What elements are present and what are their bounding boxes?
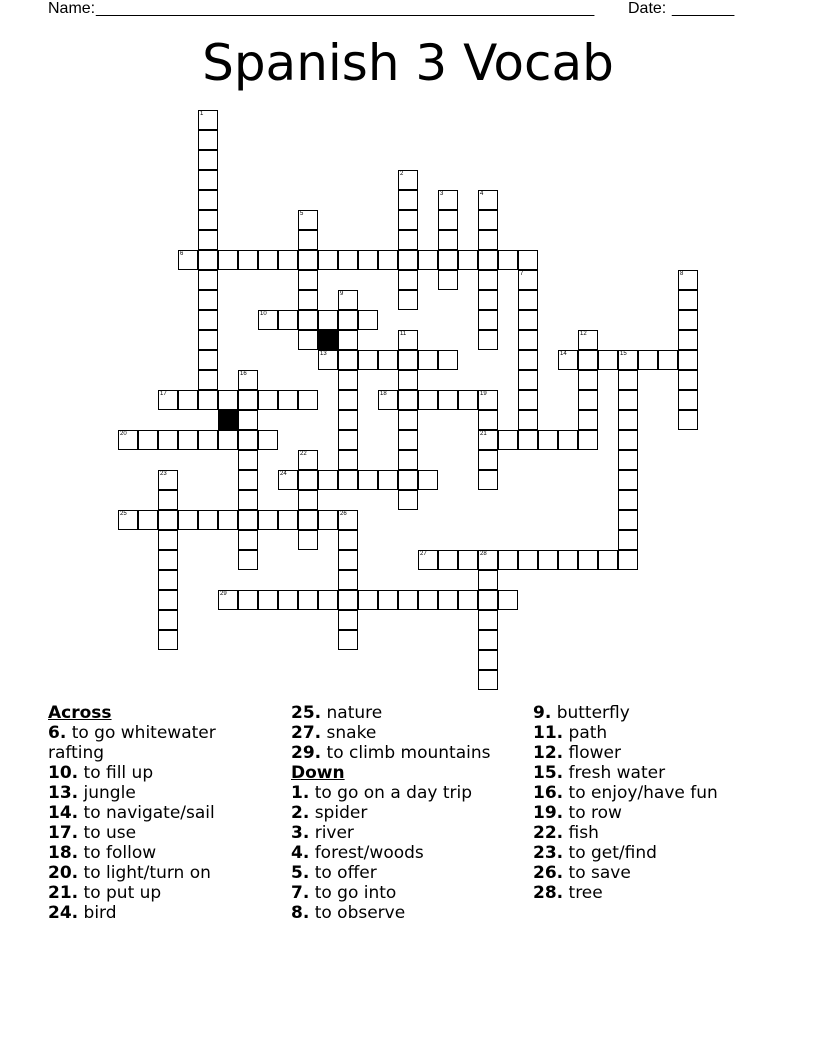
grid-cell[interactable]: [338, 570, 358, 590]
grid-cell[interactable]: [158, 490, 178, 510]
clue-item: 8. to observe: [291, 903, 406, 923]
clue-number: 17: [160, 391, 167, 397]
grid-cell[interactable]: [618, 530, 638, 550]
grid-cell[interactable]: [198, 510, 218, 530]
grid-cell[interactable]: [158, 610, 178, 630]
grid-cell[interactable]: [398, 370, 418, 390]
clue-number: 28: [480, 551, 487, 557]
grid-cell[interactable]: [658, 350, 678, 370]
grid-cell[interactable]: [138, 510, 158, 530]
grid-cell[interactable]: [478, 230, 498, 250]
grid-cell[interactable]: [358, 250, 378, 270]
grid-cell[interactable]: [538, 550, 558, 570]
grid-cell[interactable]: [518, 550, 538, 570]
clue-item: 28. tree: [533, 883, 603, 903]
black-cell: [318, 330, 338, 350]
grid-cell[interactable]: [438, 590, 458, 610]
clue-item: 12. flower: [533, 743, 621, 763]
clue-number: 15: [620, 351, 627, 357]
grid-cell[interactable]: [158, 430, 178, 450]
grid-cell[interactable]: [238, 550, 258, 570]
grid-cell[interactable]: [198, 230, 218, 250]
grid-cell[interactable]: [258, 390, 278, 410]
grid-cell[interactable]: [138, 430, 158, 450]
grid-cell[interactable]: [558, 430, 578, 450]
grid-cell[interactable]: [298, 510, 318, 530]
grid-cell[interactable]: [618, 490, 638, 510]
clue-number: 13: [320, 351, 327, 357]
grid-cell[interactable]: [618, 550, 638, 570]
grid-cell[interactable]: [478, 250, 498, 270]
grid-cell[interactable]: [678, 370, 698, 390]
grid-cell[interactable]: [458, 550, 478, 570]
grid-cell[interactable]: [618, 430, 638, 450]
grid-cell[interactable]: [338, 390, 358, 410]
grid-cell[interactable]: [298, 470, 318, 490]
grid-cell[interactable]: [158, 590, 178, 610]
clue-item: 19. to row: [533, 803, 622, 823]
clue-item: 1. to go on a day trip: [291, 783, 473, 803]
grid-cell[interactable]: [398, 390, 418, 410]
grid-cell[interactable]: [298, 310, 318, 330]
grid-cell[interactable]: [478, 610, 498, 630]
grid-cell[interactable]: [498, 250, 518, 270]
grid-cell[interactable]: [418, 390, 438, 410]
clue-item: 13. jungle: [48, 783, 136, 803]
grid-cell[interactable]: [338, 350, 358, 370]
clue-number: 20.: [48, 863, 79, 883]
grid-cell[interactable]: [198, 130, 218, 150]
clue-number: 26.: [533, 863, 564, 883]
grid-cell[interactable]: [238, 470, 258, 490]
grid-cell[interactable]: [298, 530, 318, 550]
clue-number: 6: [180, 251, 184, 257]
clue-number: 1.: [291, 783, 310, 803]
clue-number: 6.: [48, 723, 67, 743]
across-heading: Across: [48, 703, 112, 723]
clue-number: 18.: [48, 843, 79, 863]
clue-item: 6. to go whitewater rafting: [48, 723, 216, 763]
grid-cell[interactable]: [278, 250, 298, 270]
grid-cell[interactable]: [298, 330, 318, 350]
grid-cell[interactable]: [458, 250, 478, 270]
grid-cell[interactable]: [398, 210, 418, 230]
grid-cell[interactable]: [298, 390, 318, 410]
grid-cell[interactable]: [598, 350, 618, 370]
grid-cell[interactable]: [218, 430, 238, 450]
clue-column-2: [291, 703, 521, 923]
clue-item: 26. to save: [533, 863, 631, 883]
grid-cell[interactable]: [478, 590, 498, 610]
grid-cell[interactable]: [238, 490, 258, 510]
clue-number: 11: [400, 331, 407, 337]
grid-cell[interactable]: [578, 370, 598, 390]
grid-cell[interactable]: [338, 530, 358, 550]
grid-cell[interactable]: [678, 410, 698, 430]
clue-item: 27. snake: [291, 723, 377, 743]
grid-cell[interactable]: [338, 330, 358, 350]
grid-cell[interactable]: [478, 670, 498, 690]
clue-number: 22: [300, 451, 307, 457]
grid-cell[interactable]: [398, 190, 418, 210]
grid-cell[interactable]: [558, 550, 578, 570]
grid-cell[interactable]: [398, 590, 418, 610]
grid-cell[interactable]: [478, 290, 498, 310]
grid-cell[interactable]: [198, 190, 218, 210]
grid-cell[interactable]: [278, 590, 298, 610]
grid-cell[interactable]: [518, 350, 538, 370]
down-heading: Down: [291, 763, 345, 783]
grid-cell[interactable]: [518, 370, 538, 390]
grid-cell[interactable]: [278, 390, 298, 410]
clue-number: 22.: [533, 823, 564, 843]
grid-cell[interactable]: [578, 350, 598, 370]
grid-cell[interactable]: [618, 450, 638, 470]
clue-number: 2.: [291, 803, 310, 823]
grid-cell[interactable]: [578, 410, 598, 430]
grid-cell[interactable]: [378, 350, 398, 370]
clue-item: 17. to use: [48, 823, 137, 843]
grid-cell[interactable]: [418, 590, 438, 610]
grid-cell[interactable]: [518, 330, 538, 350]
grid-cell[interactable]: [318, 250, 338, 270]
grid-cell[interactable]: [158, 530, 178, 550]
grid-cell[interactable]: [358, 470, 378, 490]
grid-cell[interactable]: [198, 390, 218, 410]
grid-cell[interactable]: [458, 590, 478, 610]
grid-cell[interactable]: [678, 290, 698, 310]
grid-cell[interactable]: [498, 430, 518, 450]
grid-cell[interactable]: [618, 390, 638, 410]
clue-item: 23. to get/find: [533, 843, 657, 863]
grid-cell[interactable]: [398, 410, 418, 430]
grid-cell[interactable]: [338, 450, 358, 470]
clue-number: 14.: [48, 803, 79, 823]
grid-cell[interactable]: [578, 550, 598, 570]
grid-cell[interactable]: [678, 350, 698, 370]
clue-number: 27.: [291, 723, 322, 743]
clue-number: 8.: [291, 903, 310, 923]
grid-cell[interactable]: [438, 270, 458, 290]
grid-cell[interactable]: [178, 430, 198, 450]
grid-cell[interactable]: [418, 250, 438, 270]
grid-cell[interactable]: [238, 250, 258, 270]
clue-item: 29. to climb mountains: [291, 743, 491, 763]
grid-cell[interactable]: [438, 350, 458, 370]
grid-cell[interactable]: [178, 390, 198, 410]
grid-cell[interactable]: [298, 230, 318, 250]
grid-cell[interactable]: [518, 410, 538, 430]
grid-cell[interactable]: [338, 630, 358, 650]
clue-number: 3.: [291, 823, 310, 843]
clue-number: 2: [400, 171, 404, 177]
name-label: Name:: [48, 0, 96, 17]
clue-number: 15.: [533, 763, 564, 783]
clue-number: 16: [240, 371, 247, 377]
grid-cell[interactable]: [518, 290, 538, 310]
date-label: Date:: [628, 0, 667, 17]
grid-cell[interactable]: [438, 230, 458, 250]
grid-cell[interactable]: [338, 550, 358, 570]
grid-cell[interactable]: [398, 350, 418, 370]
grid-cell[interactable]: [418, 470, 438, 490]
grid-cell[interactable]: [198, 430, 218, 450]
name-line[interactable]: ________________________________________________________: [96, 0, 595, 17]
clue-item: 9. butterfly: [533, 703, 630, 723]
grid-cell[interactable]: [418, 350, 438, 370]
grid-cell[interactable]: [618, 410, 638, 430]
clue-item: 4. forest/woods: [291, 843, 424, 863]
grid-cell[interactable]: [478, 630, 498, 650]
clue-number: 5.: [291, 863, 310, 883]
grid-cell[interactable]: [278, 310, 298, 330]
grid-cell[interactable]: [478, 570, 498, 590]
grid-cell[interactable]: [478, 410, 498, 430]
grid-cell[interactable]: [478, 330, 498, 350]
grid-cell[interactable]: [318, 590, 338, 610]
grid-cell[interactable]: [378, 590, 398, 610]
grid-cell[interactable]: [518, 250, 538, 270]
clue-number: 29: [220, 591, 227, 597]
grid-cell[interactable]: [258, 250, 278, 270]
clue-number: 9: [340, 291, 344, 297]
grid-cell[interactable]: [498, 590, 518, 610]
clue-number: 20: [120, 431, 127, 437]
clue-column-3: [533, 703, 773, 903]
grid-cell[interactable]: [618, 470, 638, 490]
grid-cell[interactable]: [638, 350, 658, 370]
clue-column-1: [48, 703, 268, 923]
grid-cell[interactable]: [338, 370, 358, 390]
grid-cell[interactable]: [478, 470, 498, 490]
grid-cell[interactable]: [618, 510, 638, 530]
clue-number: 7.: [291, 883, 310, 903]
grid-cell[interactable]: [318, 470, 338, 490]
grid-cell[interactable]: [398, 230, 418, 250]
grid-cell[interactable]: [238, 590, 258, 610]
clue-number: 29.: [291, 743, 322, 763]
grid-cell[interactable]: [438, 390, 458, 410]
grid-cell[interactable]: [338, 250, 358, 270]
grid-cell[interactable]: [218, 390, 238, 410]
grid-cell[interactable]: [238, 430, 258, 450]
grid-cell[interactable]: [198, 350, 218, 370]
grid-cell[interactable]: [298, 250, 318, 270]
grid-cell[interactable]: [498, 550, 518, 570]
grid-cell[interactable]: [398, 290, 418, 310]
grid-cell[interactable]: [218, 250, 238, 270]
grid-cell[interactable]: [298, 290, 318, 310]
grid-cell[interactable]: [478, 310, 498, 330]
grid-cell[interactable]: [158, 570, 178, 590]
grid-cell[interactable]: [198, 170, 218, 190]
grid-cell[interactable]: [678, 390, 698, 410]
grid-cell[interactable]: [158, 510, 178, 530]
grid-cell[interactable]: [318, 310, 338, 330]
grid-cell[interactable]: [398, 450, 418, 470]
clue-number: 7: [520, 271, 524, 277]
grid-cell[interactable]: [438, 550, 458, 570]
grid-cell[interactable]: [478, 450, 498, 470]
clue-item: 10. to fill up: [48, 763, 154, 783]
grid-cell[interactable]: [338, 470, 358, 490]
grid-cell[interactable]: [178, 510, 198, 530]
grid-cell[interactable]: [378, 250, 398, 270]
clue-number: 5: [300, 211, 304, 217]
date-line[interactable]: _______: [672, 0, 735, 17]
grid-cell[interactable]: [158, 630, 178, 650]
clue-number: 25: [120, 511, 127, 517]
clue-number: 9.: [533, 703, 552, 723]
down-clues-list: [291, 783, 521, 923]
grid-cell[interactable]: [438, 250, 458, 270]
clue-number: 24.: [48, 903, 79, 923]
down-clues-continued: [533, 703, 773, 903]
clue-number: 28.: [533, 883, 564, 903]
grid-cell[interactable]: [158, 550, 178, 570]
grid-cell[interactable]: [338, 610, 358, 630]
grid-cell[interactable]: [198, 250, 218, 270]
clue-number: 1: [200, 111, 204, 117]
grid-cell[interactable]: [238, 510, 258, 530]
clue-number: 23: [160, 471, 167, 477]
grid-cell[interactable]: [198, 290, 218, 310]
grid-cell[interactable]: [358, 310, 378, 330]
clue-number: 23.: [533, 843, 564, 863]
grid-cell[interactable]: [238, 450, 258, 470]
across-clues-continued: [291, 703, 521, 763]
grid-cell[interactable]: [618, 370, 638, 390]
black-cell: [218, 410, 238, 430]
grid-cell[interactable]: [338, 310, 358, 330]
clue-item: 5. to offer: [291, 863, 377, 883]
grid-cell[interactable]: [198, 210, 218, 230]
clue-item: 14. to navigate/sail: [48, 803, 215, 823]
clue-number: 26: [340, 511, 347, 517]
grid-cell[interactable]: [438, 210, 458, 230]
clue-item: 22. fish: [533, 823, 599, 843]
clue-item: 20. to light/turn on: [48, 863, 211, 883]
clue-number: 24: [280, 471, 287, 477]
grid-cell[interactable]: [478, 650, 498, 670]
grid-cell[interactable]: [298, 270, 318, 290]
clue-number: 19.: [533, 803, 564, 823]
clue-number: 4.: [291, 843, 310, 863]
grid-cell[interactable]: [478, 210, 498, 230]
clue-number: 12.: [533, 743, 564, 763]
clue-number: 8: [680, 271, 684, 277]
grid-cell[interactable]: [398, 270, 418, 290]
clue-item: 21. to put up: [48, 883, 162, 903]
grid-cell[interactable]: [298, 490, 318, 510]
clue-number: 25.: [291, 703, 322, 723]
grid-cell[interactable]: [258, 510, 278, 530]
grid-cell[interactable]: [198, 270, 218, 290]
clue-number: 3: [440, 191, 444, 197]
grid-cell[interactable]: [338, 430, 358, 450]
clue-number: 4: [480, 191, 484, 197]
clue-item: 25. nature: [291, 703, 383, 723]
grid-cell[interactable]: [458, 390, 478, 410]
grid-cell[interactable]: [678, 330, 698, 350]
clue-number: 10: [260, 311, 267, 317]
clue-number: 21: [480, 431, 487, 437]
grid-cell[interactable]: [238, 390, 258, 410]
clue-item: 11. path: [533, 723, 608, 743]
grid-cell[interactable]: [258, 430, 278, 450]
clue-item: 3. river: [291, 823, 354, 843]
grid-cell[interactable]: [198, 370, 218, 390]
grid-cell[interactable]: [578, 430, 598, 450]
grid-cell[interactable]: [258, 590, 278, 610]
grid-cell[interactable]: [538, 430, 558, 450]
grid-cell[interactable]: [518, 310, 538, 330]
clue-item: 18. to follow: [48, 843, 157, 863]
grid-cell[interactable]: [398, 490, 418, 510]
grid-cell[interactable]: [478, 270, 498, 290]
grid-cell[interactable]: [358, 590, 378, 610]
grid-cell[interactable]: [358, 350, 378, 370]
clue-number: 19: [480, 391, 487, 397]
grid-cell[interactable]: [338, 590, 358, 610]
page-title: Spanish 3 Vocab: [202, 34, 614, 92]
clue-number: 10.: [48, 763, 79, 783]
clue-number: 11.: [533, 723, 564, 743]
grid-cell[interactable]: [398, 250, 418, 270]
clue-number: 17.: [48, 823, 79, 843]
grid-cell[interactable]: [238, 530, 258, 550]
grid-cell[interactable]: [338, 410, 358, 430]
grid-cell[interactable]: [318, 510, 338, 530]
grid-cell[interactable]: [598, 550, 618, 570]
clue-number: 18: [380, 391, 387, 397]
clue-number: 12: [580, 331, 587, 337]
grid-cell[interactable]: [278, 510, 298, 530]
clue-item: 24. bird: [48, 903, 117, 923]
grid-cell[interactable]: [198, 330, 218, 350]
clue-item: 15. fresh water: [533, 763, 666, 783]
grid-cell[interactable]: [678, 310, 698, 330]
grid-cell[interactable]: [378, 470, 398, 490]
clue-number: 16.: [533, 783, 564, 803]
clue-item: 2. spider: [291, 803, 368, 823]
grid-cell[interactable]: [298, 590, 318, 610]
grid-cell[interactable]: [398, 470, 418, 490]
grid-cell[interactable]: [518, 390, 538, 410]
clue-number: 14: [560, 351, 567, 357]
grid-cell[interactable]: [518, 430, 538, 450]
grid-cell[interactable]: [238, 410, 258, 430]
clue-number: 13.: [48, 783, 79, 803]
grid-cell[interactable]: [398, 430, 418, 450]
grid-cell[interactable]: [218, 510, 238, 530]
clue-number: 27: [420, 551, 427, 557]
grid-cell[interactable]: [198, 150, 218, 170]
clue-item: 16. to enjoy/have fun: [533, 783, 718, 803]
grid-cell[interactable]: [198, 310, 218, 330]
clue-number: 21.: [48, 883, 79, 903]
clue-item: 7. to go into: [291, 883, 397, 903]
grid-cell[interactable]: [578, 390, 598, 410]
across-clues-list: [48, 723, 268, 923]
